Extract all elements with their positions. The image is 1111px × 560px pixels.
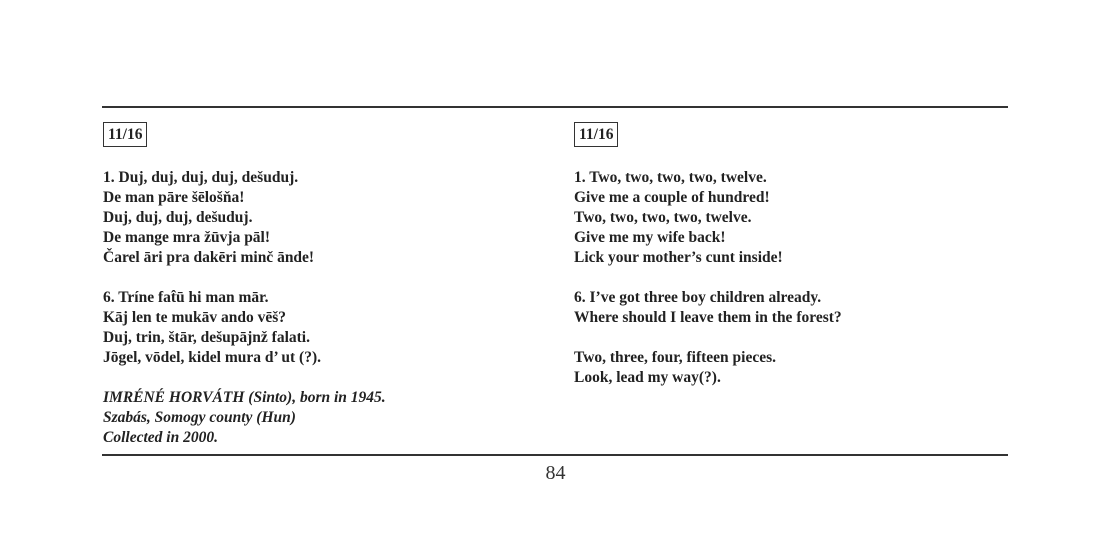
stanza-6 xyxy=(103,288,386,368)
verse-line: Two, two, two, two, twelve. xyxy=(574,209,752,226)
collected-line: Collected in 2000. xyxy=(103,429,218,446)
verse-line: Duj, duj, duj, dešuduj. xyxy=(103,209,253,226)
verse-line: Čarel āri pra dakēri minč ānde! xyxy=(103,249,315,266)
verse-line: 1. Two, two, two, two, twelve. xyxy=(574,169,767,186)
song-number-box: 11/16 xyxy=(574,122,618,147)
top-rule xyxy=(102,106,1008,108)
credit-block xyxy=(103,388,386,448)
location-line: Szabás, Somogy county (Hun) xyxy=(103,409,296,426)
stanza-1 xyxy=(103,168,386,268)
stanza-6-translation xyxy=(574,288,842,328)
page-number: 84 xyxy=(545,462,566,484)
stanza-1-translation xyxy=(574,168,842,268)
verse-line: De mange mra žūvja pāl! xyxy=(103,229,271,246)
verse-line: 1. Duj, duj, duj, duj, dešuduj. xyxy=(103,169,299,186)
performer-line: IMRÉNÉ HORVÁTH (Sinto), born in 1945. xyxy=(103,389,386,406)
verse-line: 6. I’ve got three boy children already. xyxy=(574,289,822,306)
translation-column xyxy=(574,122,842,408)
verse-line: Give me my wife back! xyxy=(574,229,726,246)
verse-line: Look, lead my way(?). xyxy=(574,369,721,386)
verse-line: Give me a couple of hundred! xyxy=(574,189,770,206)
verse-line: Kāj len te mukāv ando vēš? xyxy=(103,309,286,326)
verse-line: Lick your mother’s cunt inside! xyxy=(574,249,783,266)
verse-line: Where should I leave them in the forest? xyxy=(574,309,842,326)
verse-line: Duj, trin, štār, dešupājnž falati. xyxy=(103,329,310,346)
song-number-box: 11/16 xyxy=(103,122,147,147)
verse-line: Two, three, four, fifteen pieces. xyxy=(574,349,777,366)
bottom-rule xyxy=(102,454,1008,456)
original-text-column xyxy=(103,122,386,468)
verse-line: De man pāre šēlošňa! xyxy=(103,189,245,206)
verse-line: 6. Tríne fat̂ū hi man mār. xyxy=(103,289,269,306)
stanza-6b-translation xyxy=(574,348,842,388)
verse-line: Jōgel, vōdel, kidel mura d’ ut (?). xyxy=(103,349,321,366)
